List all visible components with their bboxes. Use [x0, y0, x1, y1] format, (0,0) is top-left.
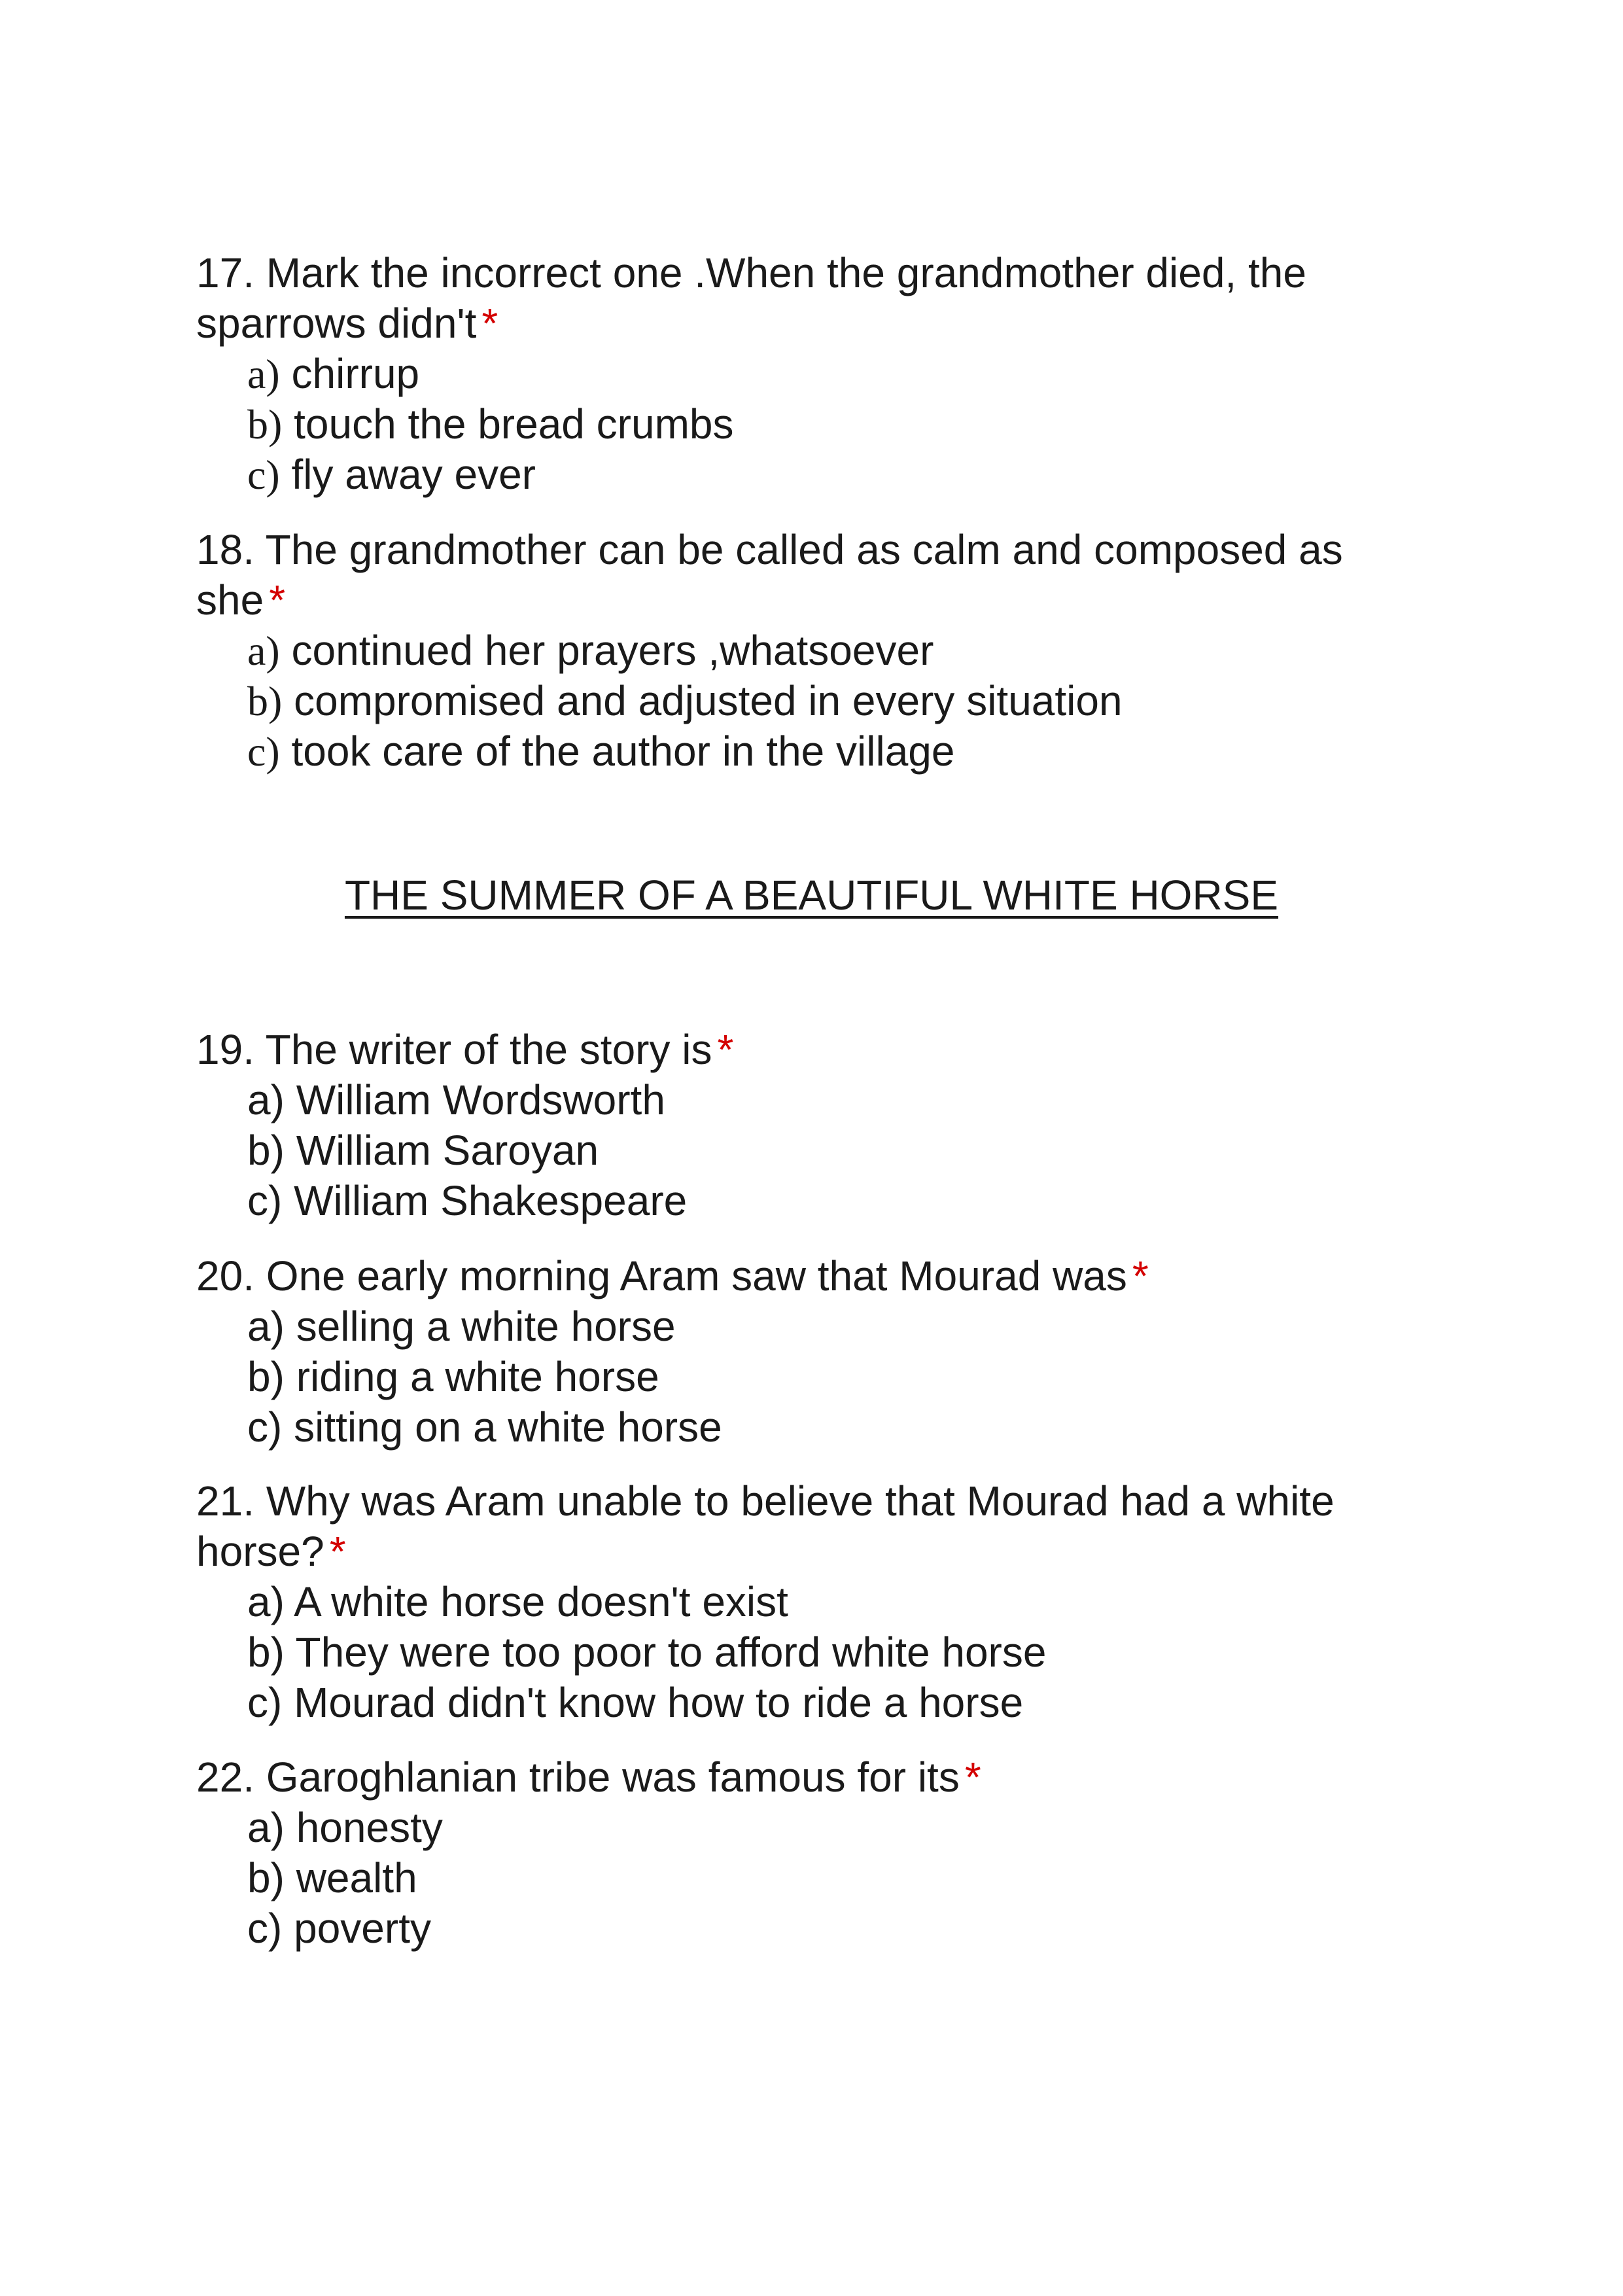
- question-22: [196, 1752, 1439, 1954]
- option-c: c) sitting on a white horse: [247, 1404, 722, 1451]
- option-c: c) William Shakespeare: [247, 1177, 688, 1224]
- section-title: THE SUMMER OF A BEAUTIFUL WHITE HORSE: [344, 872, 1279, 919]
- option-list: [196, 626, 1439, 777]
- option-a: a) honesty: [247, 1804, 443, 1851]
- option-c: c) Mourad didn't know how to ride a horse: [247, 1679, 1024, 1726]
- option-a: a) William Wordsworth: [247, 1076, 665, 1123]
- option-list: [196, 349, 1439, 500]
- option-c: c) took care of the author in the village: [247, 728, 955, 775]
- required-asterisk: *: [1132, 1252, 1149, 1299]
- option-list: [196, 1803, 1439, 1954]
- question-19: [196, 1025, 1439, 1226]
- option-a: a) chirrup: [247, 350, 420, 397]
- option-b: b) riding a white horse: [247, 1353, 659, 1400]
- question-text: 20. One early morning Aram saw that Mourad was *: [196, 1252, 1149, 1299]
- question-20: [196, 1251, 1439, 1453]
- question-text: 19. The writer of the story is *: [196, 1026, 734, 1073]
- question-text: 21. Why was Aram unable to believe that Mourad had a white horse? *: [196, 1477, 1335, 1575]
- option-c: c) fly away ever: [247, 451, 536, 498]
- option-list: [196, 1301, 1439, 1453]
- question-17: [196, 248, 1439, 500]
- question-18: [196, 525, 1439, 777]
- option-b: b) compromised and adjusted in every situation: [247, 677, 1123, 724]
- option-a: a) selling a white horse: [247, 1303, 676, 1350]
- question-text: 18. The grandmother can be called as calm and composed as she *: [196, 526, 1343, 624]
- required-asterisk: *: [964, 1754, 981, 1801]
- question-21: [196, 1476, 1439, 1728]
- required-asterisk: *: [717, 1026, 734, 1073]
- option-a: a) continued her prayers ,whatsoever: [247, 627, 934, 674]
- option-list: [196, 1577, 1439, 1728]
- option-a: a) A white horse doesn't exist: [247, 1578, 788, 1625]
- required-asterisk: *: [269, 576, 286, 624]
- required-asterisk: *: [329, 1528, 346, 1575]
- required-asterisk: *: [481, 300, 498, 347]
- question-text: 17. Mark the incorrect one .When the grandmother died, the sparrows didn't *: [196, 249, 1306, 347]
- option-b: b) touch the bread crumbs: [247, 400, 734, 448]
- option-b: b) They were too poor to afford white horse: [247, 1629, 1047, 1676]
- option-c: c) poverty: [247, 1905, 431, 1952]
- question-text: 22. Garoghlanian tribe was famous for its *: [196, 1754, 981, 1801]
- option-b: b) William Saroyan: [247, 1127, 599, 1174]
- option-b: b) wealth: [247, 1854, 417, 1901]
- option-list: [196, 1075, 1439, 1226]
